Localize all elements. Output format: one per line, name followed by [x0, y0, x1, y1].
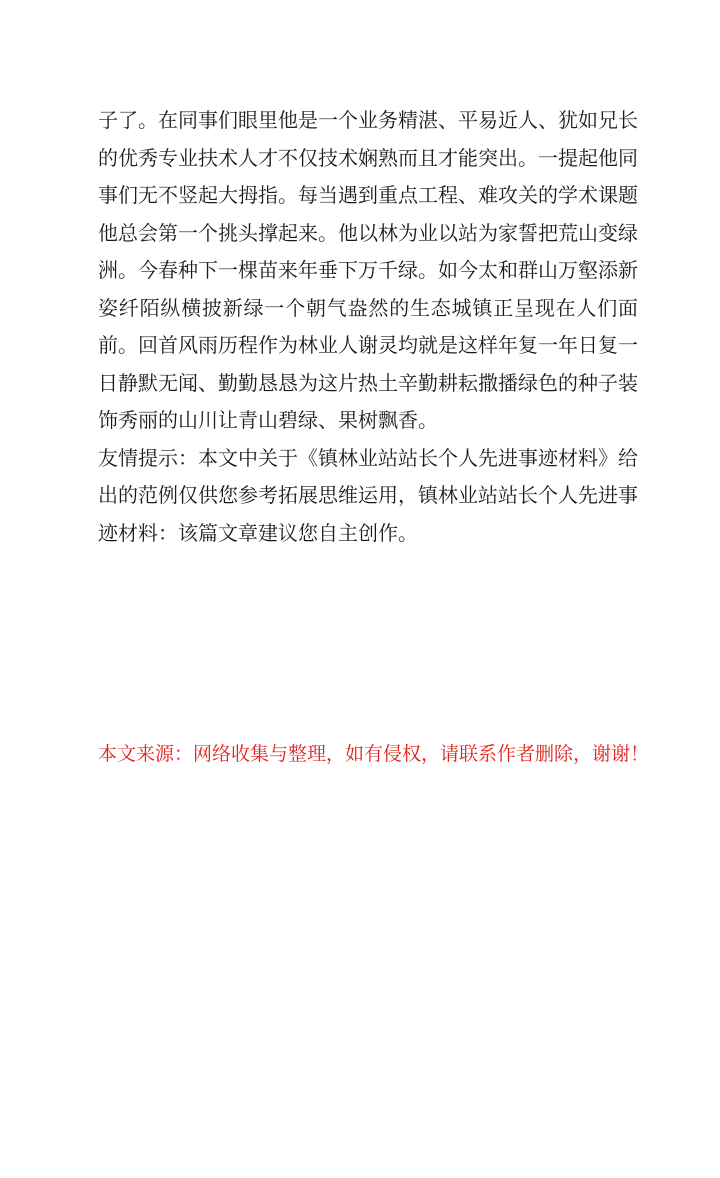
tip-paragraph: 友情提示：本文中关于《镇林业站站长个人先进事迹材料》给出的范例仅供您参考拓展思维运用，镇林业站站长个人先进事迹材料：该篇文章建议您自主创作。 [98, 445, 638, 545]
document-body [98, 102, 638, 552]
main-paragraph: 子了。在同事们眼里他是一个业务精湛、平易近人、犹如兄长的优秀专业扶术人才不仅技术娴熟而且才能突出。一提起他同事们无不竖起大拇指。每当遇到重点工程、难攻关的学术课题他总会第一个挑头撑起来。他以林为业以站为家誓把荒山变绿洲。今春种下一棵苗来年垂下万千绿。如今太和群山万壑添新姿纤陌纵横披新绿一个朝气盎然的生态城镇正呈现在人们面前。回首风雨历程作为林业人谢灵均就是这样年复一年日复一日静默无闻、勤勤恳恳为这片热土辛勤耕耘撒播绿色的种子装饰秀丽的山川让青山碧绿、果树飘香。 [98, 108, 638, 432]
source-note: 本文来源：网络收集与整理，如有侵权，请联系作者删除，谢谢！ [98, 743, 650, 765]
